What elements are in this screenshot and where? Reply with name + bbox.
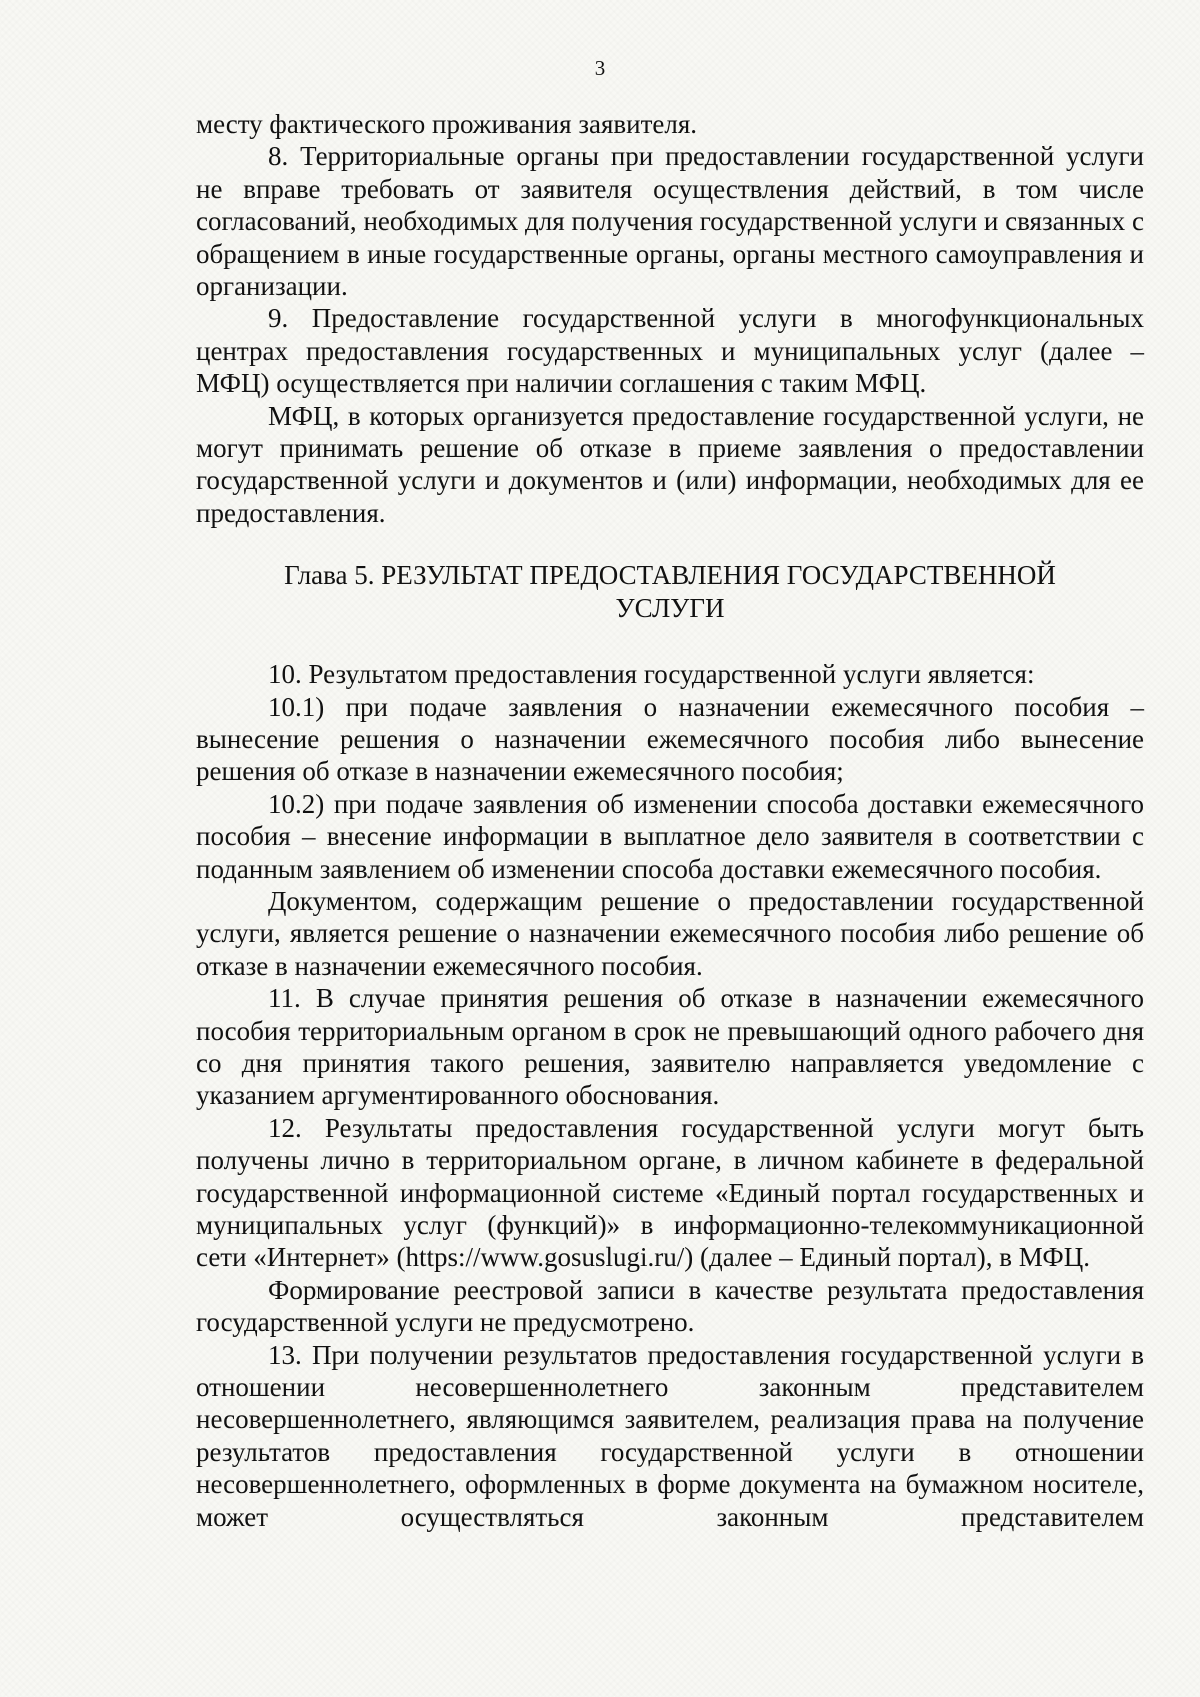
chapter-heading-line-1: Глава 5. РЕЗУЛЬТАТ ПРЕДОСТАВЛЕНИЯ ГОСУДАРСТВЕННОЙ xyxy=(284,560,1056,591)
paragraph: 11. В случае принятия решения об отказе в назначении ежемесячного пособия территориальным органом в срок не превышающий одного рабочего дня со дня принятия такого решения, заявителю направляется уведомление с указанием аргументированного обоснования. xyxy=(196,983,1144,1111)
section-before-chapter xyxy=(196,108,1144,529)
paragraph: Документом, содержащим решение о предоставлении государственной услуги, является решение о назначении ежемесячного пособия либо решение об отказе в назначении ежемесячного пособия. xyxy=(196,885,1144,981)
paragraph: МФЦ, в которых организуется предоставление государственной услуги, не могут принимать решение об отказе в приеме заявления о предоставлении государственной услуги и документов и (или) информации, необходимых для ее предоставления. xyxy=(196,400,1144,528)
paragraph: 10.1) при подаче заявления о назначении ежемесячного пособия – вынесение решения о назначении ежемесячного пособия либо вынесение решения об отказе в назначении ежемесячного пособия; xyxy=(196,691,1144,787)
page-number: 3 xyxy=(594,56,606,80)
chapter-heading xyxy=(196,559,1144,624)
document-body xyxy=(196,108,1144,1533)
chapter-heading-line-2: УСЛУГИ xyxy=(615,592,725,623)
paragraph: 10. Результатом предоставления государственной услуги является: xyxy=(268,659,1035,690)
section-after-chapter xyxy=(196,658,1144,1533)
paragraph: 8. Территориальные органы при предоставлении государственной услуги не вправе требовать от заявителя осуществления действий, в том числе согласований, необходимых для получения государственной услуги и связанных с обращением в иные государственные органы, органы местного самоуправления и организации. xyxy=(196,141,1144,302)
paragraph: месту фактического проживания заявителя. xyxy=(196,109,698,139)
paragraph: 13. При получении результатов предоставления государственной услуги в отношении несовершеннолетнего законным представителем несовершеннолетнего, являющимся заявителем, реализация права на получение результатов предоставления государственной услуги в отношении несовершеннолетнего, оформленных в форме документа на бумажном носителе, может осуществляться законным представителем xyxy=(196,1339,1144,1532)
paragraph: 10.2) при подаче заявления об изменении способа доставки ежемесячного пособия – внесение информации в выплатное дело заявителя в соответствии с поданным заявлением об изменении способа доставки ежемесячного пособия. xyxy=(196,788,1144,884)
paragraph: 9. Предоставление государственной услуги в многофункциональных центрах предоставления государственных и муниципальных услуг (далее – МФЦ) осуществляется при наличии соглашения с таким МФЦ. xyxy=(196,303,1144,399)
paragraph: Формирование реестровой записи в качестве результата предоставления государственной услуги не предусмотрено. xyxy=(196,1274,1144,1338)
paragraph: 12. Результаты предоставления государственной услуги могут быть получены лично в территориальном органе, в личном кабинете в федеральной государственной информационной системе «Единый портал государственных и муниципальных услуг (функций)» в информационно-телекоммуникационной сети «Интернет» (https://www.gosuslugi.ru/) (далее – Единый портал), в МФЦ. xyxy=(196,1112,1144,1273)
